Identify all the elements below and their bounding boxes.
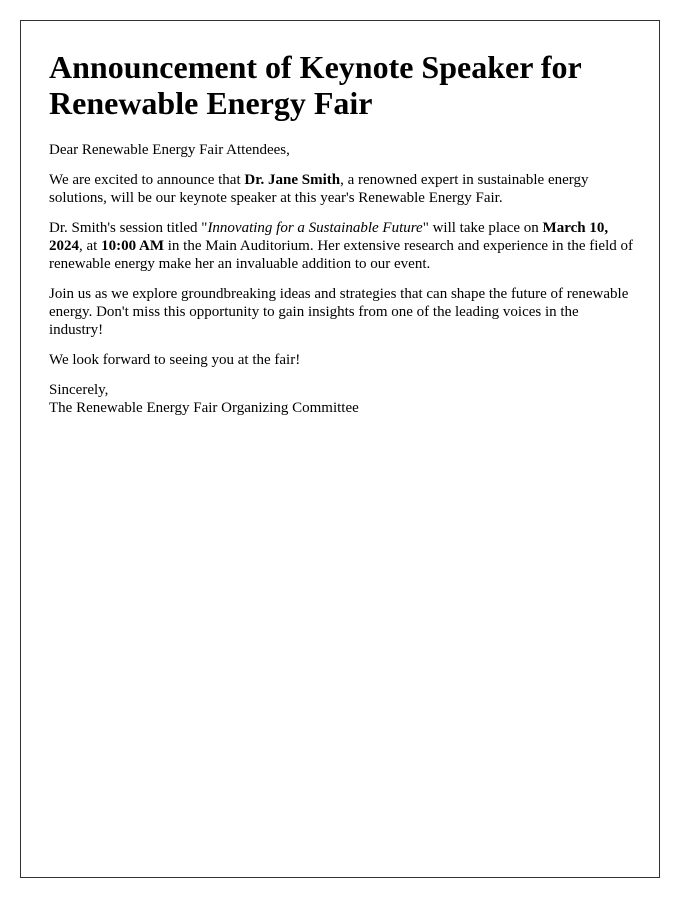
session-text-middle2: , at xyxy=(79,238,102,254)
closing-line: Sincerely, xyxy=(49,382,109,398)
intro-text-before: We are excited to announce that xyxy=(49,172,245,188)
speaker-name: Dr. Jane Smith xyxy=(244,172,341,188)
session-paragraph xyxy=(49,219,633,273)
intro-text-after: , a renowned expert in sustainable energy solutions, will be our keynote speaker at this year's Renewable Energy Fair. xyxy=(49,172,589,206)
session-time: 10:00 AM xyxy=(101,238,164,254)
letter-title: Announcement of Keynote Speaker for Renewable Energy Fair xyxy=(49,49,582,121)
session-title: Innovating for a Sustainable Future xyxy=(207,220,423,236)
intro-paragraph xyxy=(49,171,633,207)
look-forward-paragraph: We look forward to seeing you at the fair! xyxy=(49,352,301,368)
letter-page xyxy=(20,20,660,878)
signature-line: The Renewable Energy Fair Organizing Committee xyxy=(49,400,359,416)
letter-greeting: Dear Renewable Energy Fair Attendees, xyxy=(49,142,290,158)
session-text-after: in the Main Auditorium. Her extensive research and experience in the field of renewable energy make her an invaluable addition to our event. xyxy=(49,238,633,272)
session-text-before: Dr. Smith's session titled " xyxy=(49,220,208,236)
invitation-paragraph: Join us as we explore groundbreaking ideas and strategies that can shape the future of renewable energy. Don't miss this opportunity to gain insights from one of the leading voices in the industry! xyxy=(49,286,629,338)
letter-content xyxy=(49,49,633,429)
signature-block xyxy=(49,381,633,417)
session-text-middle1: " will take place on xyxy=(422,220,543,236)
session-date: March 10, 2024 xyxy=(49,220,609,254)
